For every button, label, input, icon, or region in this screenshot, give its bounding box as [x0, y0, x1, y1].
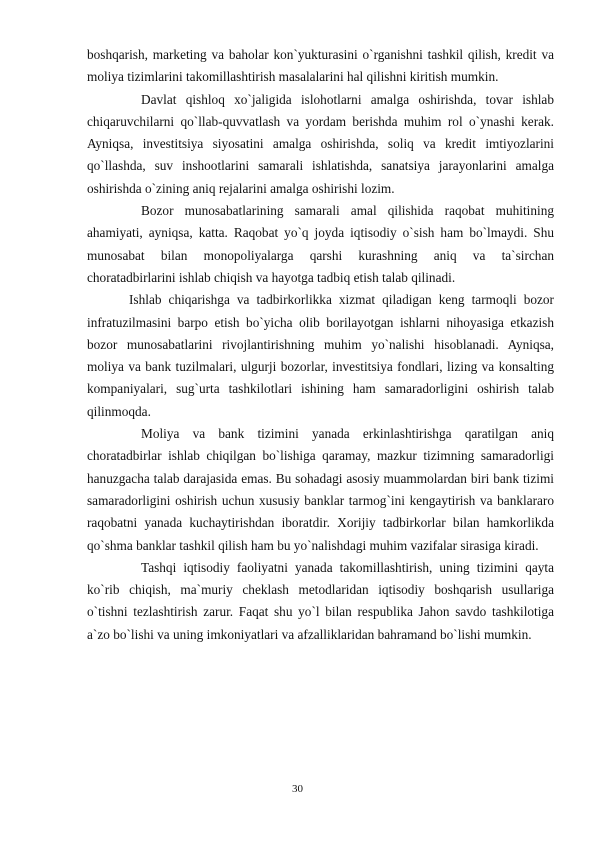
page-number: 30: [292, 783, 303, 795]
paragraph-3: Bozor munosabatlarining samarali amal qilishida raqobat muhitining ahamiyati, ayniqsa, katta. Raqobat yo`q joyda iqtisodiy o`sish ham bo`lmaydi. Shu munosabat bilan monopoliyalarga qarshi kurashning aniq va ta`sirchan choratadbirlarini ishlab chiqish va hayotga tadbiq etish talab qilinadi.: [87, 203, 554, 285]
paragraph-4: Ishlab chiqarishga va tadbirkorlikka xizmat qiladigan keng tarmoqli bozor infratuzilmasini barpo etish bo`yicha olib borilayotgan ishlarni nihoyasiga etkazish bozor munosabatlarini rivojlantirishning muhim yo`nalishi hisoblanadi. Ayniqsa, moliya va bank tuzilmalari, ulgurji bozorlar, investitsiya fondlari, lizing va konsalting kompaniyalari, sug`urta tashkilotlari ishining ham samaradorligini oshirish talab qilinmoqda.: [87, 292, 554, 419]
paragraph-6: Tashqi iqtisodiy faoliyatni yanada takomillashtirish, uning tizimini qayta ko`rib chiqish, ma`muriy cheklash metodlaridan iqtisodiy boshqarish usullariga o`tishni tezlashtirish zarur. Faqat shu yo`l bilan respublika Jahon savdo tashkilotiga a`zo bo`lishi va uning imkoniyatlari va afzalliklaridan bahramand bo`lishi mumkin.: [87, 559, 554, 642]
paragraph-5: Moliya va bank tizimini yanada erkinlashtirishga qaratilgan aniq choratadbirlar ishlab chiqilgan bo`lishiga qaramay, mazkur tizimning samaradorligi hanuzgacha talab darajasida emas. Bu sohadagi asosiy muammolardan biri bank tizimi samaradorligini oshirish uchun xususiy banklar tarmog`ini kengaytirish va banklararo raqobatni yanada kuchaytirishdan iboratdir. Xorijiy tadbirkorlar bilan hamkorlikda qo`shma banklar tashkil qilish ham bu yo`nalishdagi muhim vazifalar sirasiga kiradi.: [87, 426, 554, 553]
paragraph-2: Davlat qishloq xo`jaligida islohotlarni amalga oshirishda, tovar ishlab chiqaruvchilarni qo`llab-quvvatlash va yordam berishda muhim rol o`ynashi kerak. Ayniqsa, investitsiya siyosatini amalga oshirishda, soliq va kredit imtiyozlarini qo`llashda, suv inshootlarini samarali ishlatishda, sanatsiya jarayonlarini amalga oshirishda o`zining aniq rejalarini amalga oshirishi lozim.: [87, 91, 554, 196]
paragraph-1: boshqarish, marketing va baholar kon`yukturasini o`rganishni tashkil qilish, kredit va moliya tizimlarini takomillashtirish masalalarini hal qilishni kiritish mumkin.: [87, 47, 554, 85]
document-body: [87, 44, 554, 646]
